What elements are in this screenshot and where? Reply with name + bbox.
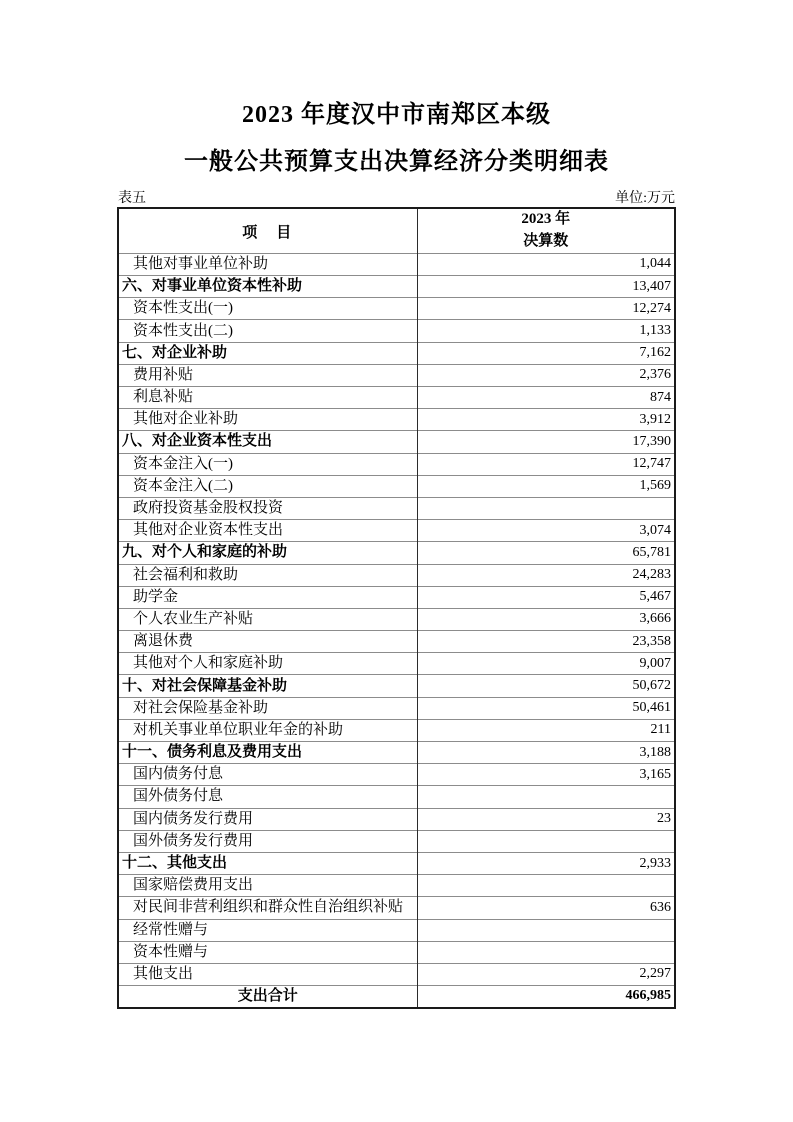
row-item-label: 九、对个人和家庭的补助 xyxy=(118,542,417,564)
row-value xyxy=(417,919,675,941)
table-row xyxy=(118,387,675,409)
row-value: 3,165 xyxy=(417,764,675,786)
row-value: 1,133 xyxy=(417,320,675,342)
row-item-label: 国家赔偿费用支出 xyxy=(118,875,417,897)
row-value: 13,407 xyxy=(417,276,675,298)
row-value: 1,044 xyxy=(417,253,675,275)
table-row xyxy=(118,320,675,342)
page-title-line1: 2023 年度汉中市南郑区本级 xyxy=(242,102,551,128)
row-value: 3,666 xyxy=(417,608,675,630)
row-item-label: 其他支出 xyxy=(118,963,417,985)
row-value: 65,781 xyxy=(417,542,675,564)
row-item-label: 六、对事业单位资本性补助 xyxy=(118,276,417,298)
table-row xyxy=(118,298,675,320)
row-item-label: 支出合计 xyxy=(118,986,417,1008)
row-value xyxy=(417,497,675,519)
row-item-label: 其他对企业补助 xyxy=(118,409,417,431)
table-row xyxy=(118,253,675,275)
table-row xyxy=(118,475,675,497)
table-row xyxy=(118,431,675,453)
table-row xyxy=(118,653,675,675)
table-row xyxy=(118,497,675,519)
unit-label: 单位:万元 xyxy=(615,191,675,206)
row-item-label: 个人农业生产补贴 xyxy=(118,608,417,630)
table-row xyxy=(118,919,675,941)
table-header-row xyxy=(118,208,675,253)
row-value: 7,162 xyxy=(417,342,675,364)
row-item-label: 离退休费 xyxy=(118,631,417,653)
row-value: 23,358 xyxy=(417,631,675,653)
row-value: 50,672 xyxy=(417,675,675,697)
row-item-label: 对民间非营利组织和群众性自治组织补贴 xyxy=(118,897,417,919)
table-row xyxy=(118,520,675,542)
row-item-label: 十一、债务利息及费用支出 xyxy=(118,742,417,764)
table-row xyxy=(118,830,675,852)
row-item-label: 利息补贴 xyxy=(118,387,417,409)
row-value: 2,933 xyxy=(417,852,675,874)
row-item-label: 国外债务付息 xyxy=(118,786,417,808)
table-row xyxy=(118,742,675,764)
table-row xyxy=(118,719,675,741)
table-row xyxy=(118,986,675,1008)
row-item-label: 费用补贴 xyxy=(118,364,417,386)
row-item-label: 资本金注入(一) xyxy=(118,453,417,475)
row-item-label: 其他对企业资本性支出 xyxy=(118,520,417,542)
table-meta-row xyxy=(118,191,675,206)
row-item-label: 社会福利和救助 xyxy=(118,564,417,586)
row-item-label: 经常性赠与 xyxy=(118,919,417,941)
table-body xyxy=(118,253,675,1007)
table-row xyxy=(118,542,675,564)
title-block xyxy=(0,0,793,177)
row-value: 24,283 xyxy=(417,564,675,586)
table-row xyxy=(118,808,675,830)
row-value: 2,376 xyxy=(417,364,675,386)
budget-table xyxy=(117,207,676,1008)
table-row xyxy=(118,608,675,630)
table-row xyxy=(118,697,675,719)
row-item-label: 资本性支出(二) xyxy=(118,320,417,342)
row-value xyxy=(417,786,675,808)
column-header-value-year: 2023 年 xyxy=(521,211,571,228)
row-value: 23 xyxy=(417,808,675,830)
row-item-label: 十、对社会保障基金补助 xyxy=(118,675,417,697)
table-row xyxy=(118,963,675,985)
row-item-label: 资本性赠与 xyxy=(118,941,417,963)
row-item-label: 资本金注入(二) xyxy=(118,475,417,497)
row-value xyxy=(417,941,675,963)
table-row xyxy=(118,453,675,475)
table-row xyxy=(118,276,675,298)
row-item-label: 国内债务发行费用 xyxy=(118,808,417,830)
row-value: 874 xyxy=(417,387,675,409)
table-row xyxy=(118,897,675,919)
row-value xyxy=(417,830,675,852)
row-item-label: 资本性支出(一) xyxy=(118,298,417,320)
row-item-label: 国外债务发行费用 xyxy=(118,830,417,852)
row-value: 3,912 xyxy=(417,409,675,431)
table-row xyxy=(118,409,675,431)
row-item-label: 助学金 xyxy=(118,586,417,608)
table-row xyxy=(118,364,675,386)
row-value: 5,467 xyxy=(417,586,675,608)
row-value: 636 xyxy=(417,897,675,919)
row-value: 17,390 xyxy=(417,431,675,453)
row-item-label: 八、对企业资本性支出 xyxy=(118,431,417,453)
table-number-label: 表五 xyxy=(118,191,146,206)
table-row xyxy=(118,564,675,586)
row-value: 466,985 xyxy=(417,986,675,1008)
row-value: 3,188 xyxy=(417,742,675,764)
row-value: 50,461 xyxy=(417,697,675,719)
row-item-label: 政府投资基金股权投资 xyxy=(118,497,417,519)
row-value: 1,569 xyxy=(417,475,675,497)
table-row xyxy=(118,586,675,608)
table-row xyxy=(118,675,675,697)
row-value: 2,297 xyxy=(417,963,675,985)
row-value: 9,007 xyxy=(417,653,675,675)
row-item-label: 七、对企业补助 xyxy=(118,342,417,364)
row-item-label: 对社会保险基金补助 xyxy=(118,697,417,719)
column-header-item: 项 目 xyxy=(118,208,417,253)
row-value: 3,074 xyxy=(417,520,675,542)
table-row xyxy=(118,875,675,897)
row-value: 211 xyxy=(417,719,675,741)
row-value: 12,274 xyxy=(417,298,675,320)
row-item-label: 对机关事业单位职业年金的补助 xyxy=(118,719,417,741)
table-row xyxy=(118,852,675,874)
table-row xyxy=(118,941,675,963)
row-value xyxy=(417,875,675,897)
row-item-label: 十二、其他支出 xyxy=(118,852,417,874)
row-item-label: 其他对个人和家庭补助 xyxy=(118,653,417,675)
column-header-value-label: 决算数 xyxy=(523,233,569,250)
page-title-line2: 一般公共预算支出决算经济分类明细表 xyxy=(184,149,609,175)
table-row xyxy=(118,342,675,364)
row-item-label: 国内债务付息 xyxy=(118,764,417,786)
column-header-value xyxy=(417,208,675,253)
row-item-label: 其他对事业单位补助 xyxy=(118,253,417,275)
table-row xyxy=(118,631,675,653)
row-value: 12,747 xyxy=(417,453,675,475)
table-row xyxy=(118,764,675,786)
table-row xyxy=(118,786,675,808)
